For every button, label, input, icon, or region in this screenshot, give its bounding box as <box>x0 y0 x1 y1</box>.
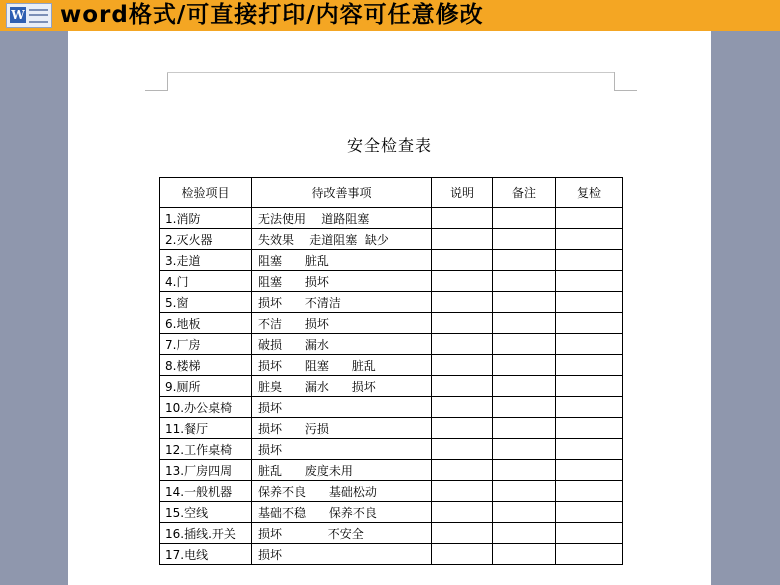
column-header: 说明 <box>432 178 493 208</box>
note-cell <box>432 523 493 544</box>
remark-cell <box>493 271 556 292</box>
recheck-cell <box>556 523 623 544</box>
item-cell: 17.电线 <box>160 544 252 565</box>
item-cell: 3.走道 <box>160 250 252 271</box>
remark-cell <box>493 292 556 313</box>
remark-cell <box>493 481 556 502</box>
table-row <box>160 292 623 313</box>
remark-cell <box>493 250 556 271</box>
remark-cell <box>493 439 556 460</box>
issue-cell: 损坏 <box>252 439 432 460</box>
recheck-cell <box>556 355 623 376</box>
table-row <box>160 271 623 292</box>
note-cell <box>432 334 493 355</box>
item-cell: 5.窗 <box>160 292 252 313</box>
table-row <box>160 439 623 460</box>
note-cell <box>432 418 493 439</box>
recheck-cell <box>556 544 623 565</box>
recheck-cell <box>556 292 623 313</box>
recheck-cell <box>556 271 623 292</box>
recheck-cell <box>556 418 623 439</box>
recheck-cell <box>556 250 623 271</box>
note-cell <box>432 229 493 250</box>
remark-cell <box>493 355 556 376</box>
recheck-cell <box>556 439 623 460</box>
item-cell: 15.空线 <box>160 502 252 523</box>
banner-text: word格式/可直接打印/内容可任意修改 <box>60 2 484 28</box>
issue-cell: 阻塞 损坏 <box>252 271 432 292</box>
note-cell <box>432 313 493 334</box>
issue-cell: 脏乱 废度未用 <box>252 460 432 481</box>
column-header: 待改善事项 <box>252 178 432 208</box>
table-row <box>160 313 623 334</box>
table-row <box>160 376 623 397</box>
item-cell: 16.插线.开关 <box>160 523 252 544</box>
issue-cell: 无法使用 道路阻塞 <box>252 208 432 229</box>
recheck-cell <box>556 481 623 502</box>
issue-cell: 损坏 阻塞 脏乱 <box>252 355 432 376</box>
issue-cell: 脏臭 漏水 损坏 <box>252 376 432 397</box>
recheck-cell <box>556 376 623 397</box>
table-row <box>160 523 623 544</box>
note-cell <box>432 481 493 502</box>
item-cell: 8.楼梯 <box>160 355 252 376</box>
recheck-cell <box>556 313 623 334</box>
column-header: 备注 <box>493 178 556 208</box>
issue-cell: 损坏 <box>252 544 432 565</box>
recheck-cell <box>556 502 623 523</box>
item-cell: 1.消防 <box>160 208 252 229</box>
remark-cell <box>493 460 556 481</box>
note-cell <box>432 460 493 481</box>
note-cell <box>432 397 493 418</box>
issue-cell: 保养不良 基础松动 <box>252 481 432 502</box>
table-row <box>160 544 623 565</box>
safety-checklist-table <box>159 177 623 565</box>
remark-cell <box>493 208 556 229</box>
issue-cell: 阻塞 脏乱 <box>252 250 432 271</box>
table-row <box>160 460 623 481</box>
issue-cell: 失效果 走道阻塞 缺少 <box>252 229 432 250</box>
issue-cell: 损坏 不清洁 <box>252 292 432 313</box>
remark-cell <box>493 544 556 565</box>
remark-cell <box>493 502 556 523</box>
document-page <box>68 31 711 585</box>
column-header: 复检 <box>556 178 623 208</box>
crop-mark-left <box>145 72 168 91</box>
recheck-cell <box>556 460 623 481</box>
item-cell: 12.工作桌椅 <box>160 439 252 460</box>
item-cell: 6.地板 <box>160 313 252 334</box>
word-document-icon: W <box>6 3 52 28</box>
item-cell: 14.一般机器 <box>160 481 252 502</box>
issue-cell: 损坏 污损 <box>252 418 432 439</box>
remark-cell <box>493 418 556 439</box>
table-row <box>160 229 623 250</box>
table-row <box>160 502 623 523</box>
note-cell <box>432 544 493 565</box>
remark-cell <box>493 523 556 544</box>
table-row <box>160 208 623 229</box>
issue-cell: 不洁 损坏 <box>252 313 432 334</box>
note-cell <box>432 376 493 397</box>
issue-cell: 损坏 不安全 <box>252 523 432 544</box>
recheck-cell <box>556 229 623 250</box>
note-cell <box>432 355 493 376</box>
recheck-cell <box>556 334 623 355</box>
item-cell: 13.厂房四周 <box>160 460 252 481</box>
remark-cell <box>493 229 556 250</box>
note-cell <box>432 292 493 313</box>
crop-mark-right <box>614 72 637 91</box>
recheck-cell <box>556 397 623 418</box>
table-row <box>160 418 623 439</box>
item-cell: 7.厂房 <box>160 334 252 355</box>
table-row <box>160 250 623 271</box>
note-cell <box>432 502 493 523</box>
header-line <box>167 72 614 73</box>
item-cell: 11.餐厅 <box>160 418 252 439</box>
item-cell: 4.门 <box>160 271 252 292</box>
item-cell: 9.厕所 <box>160 376 252 397</box>
table-row <box>160 334 623 355</box>
remark-cell <box>493 376 556 397</box>
issue-cell: 破损 漏水 <box>252 334 432 355</box>
table-row <box>160 481 623 502</box>
note-cell <box>432 250 493 271</box>
document-title: 安全检查表 <box>346 136 432 155</box>
table-header-row <box>160 178 623 208</box>
note-cell <box>432 439 493 460</box>
column-header: 检验项目 <box>160 178 252 208</box>
remark-cell <box>493 313 556 334</box>
recheck-cell <box>556 208 623 229</box>
item-cell: 2.灭火器 <box>160 229 252 250</box>
remark-cell <box>493 397 556 418</box>
item-cell: 10.办公桌椅 <box>160 397 252 418</box>
issue-cell: 基础不稳 保养不良 <box>252 502 432 523</box>
table-row <box>160 397 623 418</box>
table-row <box>160 355 623 376</box>
issue-cell: 损坏 <box>252 397 432 418</box>
promo-banner <box>0 0 780 31</box>
note-cell <box>432 208 493 229</box>
remark-cell <box>493 334 556 355</box>
note-cell <box>432 271 493 292</box>
